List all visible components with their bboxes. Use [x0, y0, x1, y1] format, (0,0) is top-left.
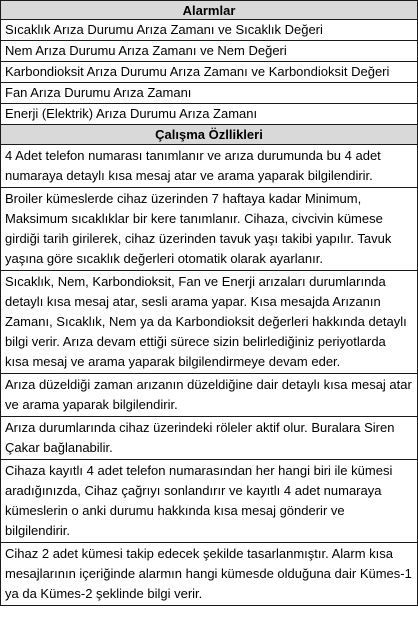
features-header: Çalışma Özllikleri [0, 125, 418, 145]
feature-item-phone-numbers: 4 Adet telefon numarası tanımlanır ve arıza durumunda bu 4 adet numaraya detaylı kısa mesaj atar ve arama yaparak bilgilendirir. [0, 145, 418, 188]
alarm-item-energy: Enerji (Elektrik) Arıza Durumu Arıza Zamanı [0, 104, 418, 125]
alarm-item-co2: Karbondioksit Arıza Durumu Arıza Zamanı ve Karbondioksit Değeri [0, 62, 418, 83]
feature-item-fault-messaging: Sıcaklık, Nem, Karbondioksit, Fan ve Enerji arızaları durumlarında detaylı kısa mesaj atar, sesli arama yapar. Kısa mesajda Arızanın Zamanı, Sıcaklık, Nem ya da Karbondioksit değerleri hakkında detaylı bilgi verir. Arıza devam ettiği sürece sizin belirlediğiniz periyotlarda kısa mesaj ve arama yaparak bilgilendirmeye devam eder. [0, 271, 418, 374]
alarm-item-temperature: Sıcaklık Arıza Durumu Arıza Zamanı ve Sıcaklık Değeri [0, 20, 418, 41]
feature-item-fault-recovery: Arıza düzeldiği zaman arızanın düzeldiğine dair detaylı kısa mesaj atar ve arama yaparak bilgilendirir. [0, 374, 418, 417]
alarm-item-fan: Fan Arıza Durumu Arıza Zamanı [0, 83, 418, 104]
feature-item-two-coops: Cihaz 2 adet kümesi takip edecek şekilde tasarlanmıştır. Alarm kısa mesajlarının içeriğinde alarmın hangi kümesde olduğuna dair Kümes-1 ya da Kümes-2 şeklinde bilgi verir. [0, 543, 418, 606]
alarm-item-humidity: Nem Arıza Durumu Arıza Zamanı ve Nem Değeri [0, 41, 418, 62]
feature-item-call-status: Cihaza kayıtlı 4 adet telefon numarasından her hangi biri ile kümesi aradığınızda, Cihaz çağrıyı sonlandırır ve kayıtlı 4 adet numaraya kümeslerin o anki durumu hakkında kısa mesaj gönderir ve bilgilendirir. [0, 460, 418, 543]
feature-item-relays: Arıza durumlarında cihaz üzerindeki röleler aktif olur. Buralara Siren Çakar bağlanabilir. [0, 417, 418, 460]
feature-item-broiler-temperature: Broiler kümeslerde cihaz üzerinden 7 haftaya kadar Minimum, Maksimum sıcaklıklar bir kere tanımlanır. Cihaza, civcivin kümese girdiği tarih girilerek, cihaz üzerinden tavuk yaşı takibi yapılır. Tavuk yaşına göre sıcaklık değerleri otomatik olarak ayarlanır. [0, 188, 418, 271]
alarms-header: Alarmlar [0, 0, 418, 20]
